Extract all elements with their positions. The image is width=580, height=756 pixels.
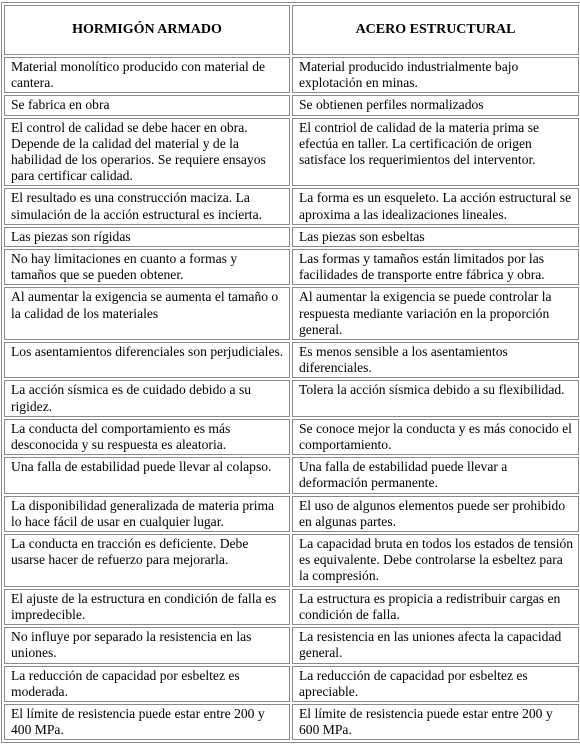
table-row: [4, 118, 579, 187]
cell-hormigon: La acción sísmica es de cuidado debido a su rigidez.: [4, 380, 290, 416]
table-row: [4, 496, 579, 532]
cell-acero: Se obtienen perfiles normalizados: [292, 95, 579, 115]
cell-acero: La resistencia en las uniones afecta la capacidad general.: [292, 627, 579, 663]
table-row: [4, 342, 579, 378]
table-row: [4, 287, 579, 340]
cell-acero: Tolera la acción sísmica debido a su flexibilidad.: [292, 380, 579, 416]
cell-hormigon: No influye por separado la resistencia en las uniones.: [4, 627, 290, 663]
cell-acero: El límite de resistencia puede estar entre 200 y 600 MPa.: [292, 704, 579, 740]
cell-hormigon: La conducta en tracción es deficiente. Debe usarse hacer de refuerzo para mejorarla.: [4, 534, 290, 587]
cell-acero: El uso de algunos elementos puede ser prohibido en algunas partes.: [292, 496, 579, 532]
table-row: [4, 704, 579, 740]
cell-acero: Se conoce mejor la conducta y es más conocido el comportamiento.: [292, 419, 579, 455]
cell-acero: Material producido industrialmente bajo explotación en minas.: [292, 57, 579, 93]
table-row: [4, 380, 579, 416]
cell-hormigon: Se fabrica en obra: [4, 95, 290, 115]
table-row: [4, 589, 579, 625]
cell-acero: La capacidad bruta en todos los estados de tensión es equivalente. Debe controlarse la esbeltez para la compresión.: [292, 534, 579, 587]
cell-acero: La forma es un esqueleto. La acción estructural se aproxima a las idealizaciones lineales.: [292, 188, 579, 224]
cell-hormigon: La conducta del comportamiento es más desconocida y su respuesta es aleatoria.: [4, 419, 290, 455]
cell-acero: La estructura es propicia a redistribuir cargas en condición de falla.: [292, 589, 579, 625]
table-row: [4, 419, 579, 455]
table-row: [4, 666, 579, 702]
header-acero-estructural: ACERO ESTRUCTURAL: [292, 5, 579, 55]
header-row: [4, 5, 579, 55]
cell-hormigon: Una falla de estabilidad puede llevar al colapso.: [4, 457, 290, 493]
table-row: [4, 227, 579, 247]
table-row: [4, 188, 579, 224]
cell-acero: El contriol de calidad de la materia prima se efectúa en taller. La certificación de origen satisface los requerimientos del interventor.: [292, 118, 579, 187]
table-row: [4, 457, 579, 493]
table-row: [4, 627, 579, 663]
cell-hormigon: La disponibilidad generalizada de materia prima lo hace fácil de usar en cualquier lugar.: [4, 496, 290, 532]
cell-hormigon: Las piezas son rígidas: [4, 227, 290, 247]
cell-acero: Las formas y tamaños están limitados por las facilidades de transporte entre fábrica y obra.: [292, 249, 579, 285]
cell-acero: Una falla de estabilidad puede llevar a deformación permanente.: [292, 457, 579, 493]
cell-hormigon: Al aumentar la exigencia se aumenta el tamaño o la calidad de los materiales: [4, 287, 290, 340]
table-row: [4, 249, 579, 285]
table-body: [4, 57, 579, 740]
table-row: [4, 57, 579, 93]
cell-hormigon: El ajuste de la estructura en condición de falla es impredecible.: [4, 589, 290, 625]
cell-acero: La reducción de capacidad por esbeltez es apreciable.: [292, 666, 579, 702]
cell-hormigon: El resultado es una construcción maciza. La simulación de la acción estructural es incierta.: [4, 188, 290, 224]
cell-hormigon: El límite de resistencia puede estar entre 200 y 400 MPa.: [4, 704, 290, 740]
cell-hormigon: La reducción de capacidad por esbeltez es moderada.: [4, 666, 290, 702]
cell-hormigon: Material monolítico producido con material de cantera.: [4, 57, 290, 93]
cell-hormigon: El control de calidad se debe hacer en obra. Depende de la calidad del material y de la habilidad de los operarios. Se requiere ensayos para certificar calidad.: [4, 118, 290, 187]
cell-acero: Al aumentar la exigencia se puede controlar la respuesta mediante variación en la proporción general.: [292, 287, 579, 340]
table-row: [4, 534, 579, 587]
header-hormigon-armado: HORMIGÓN ARMADO: [4, 5, 290, 55]
comparison-table-container: [1, 2, 578, 743]
cell-hormigon: Los asentamientos diferenciales son perjudiciales.: [4, 342, 290, 378]
cell-acero: Es menos sensible a los asentamientos diferenciales.: [292, 342, 579, 378]
table-row: [4, 95, 579, 115]
cell-acero: Las piezas son esbeltas: [292, 227, 579, 247]
cell-hormigon: No hay limitaciones en cuanto a formas y tamaños que se pueden obtener.: [4, 249, 290, 285]
comparison-table: [1, 2, 580, 743]
